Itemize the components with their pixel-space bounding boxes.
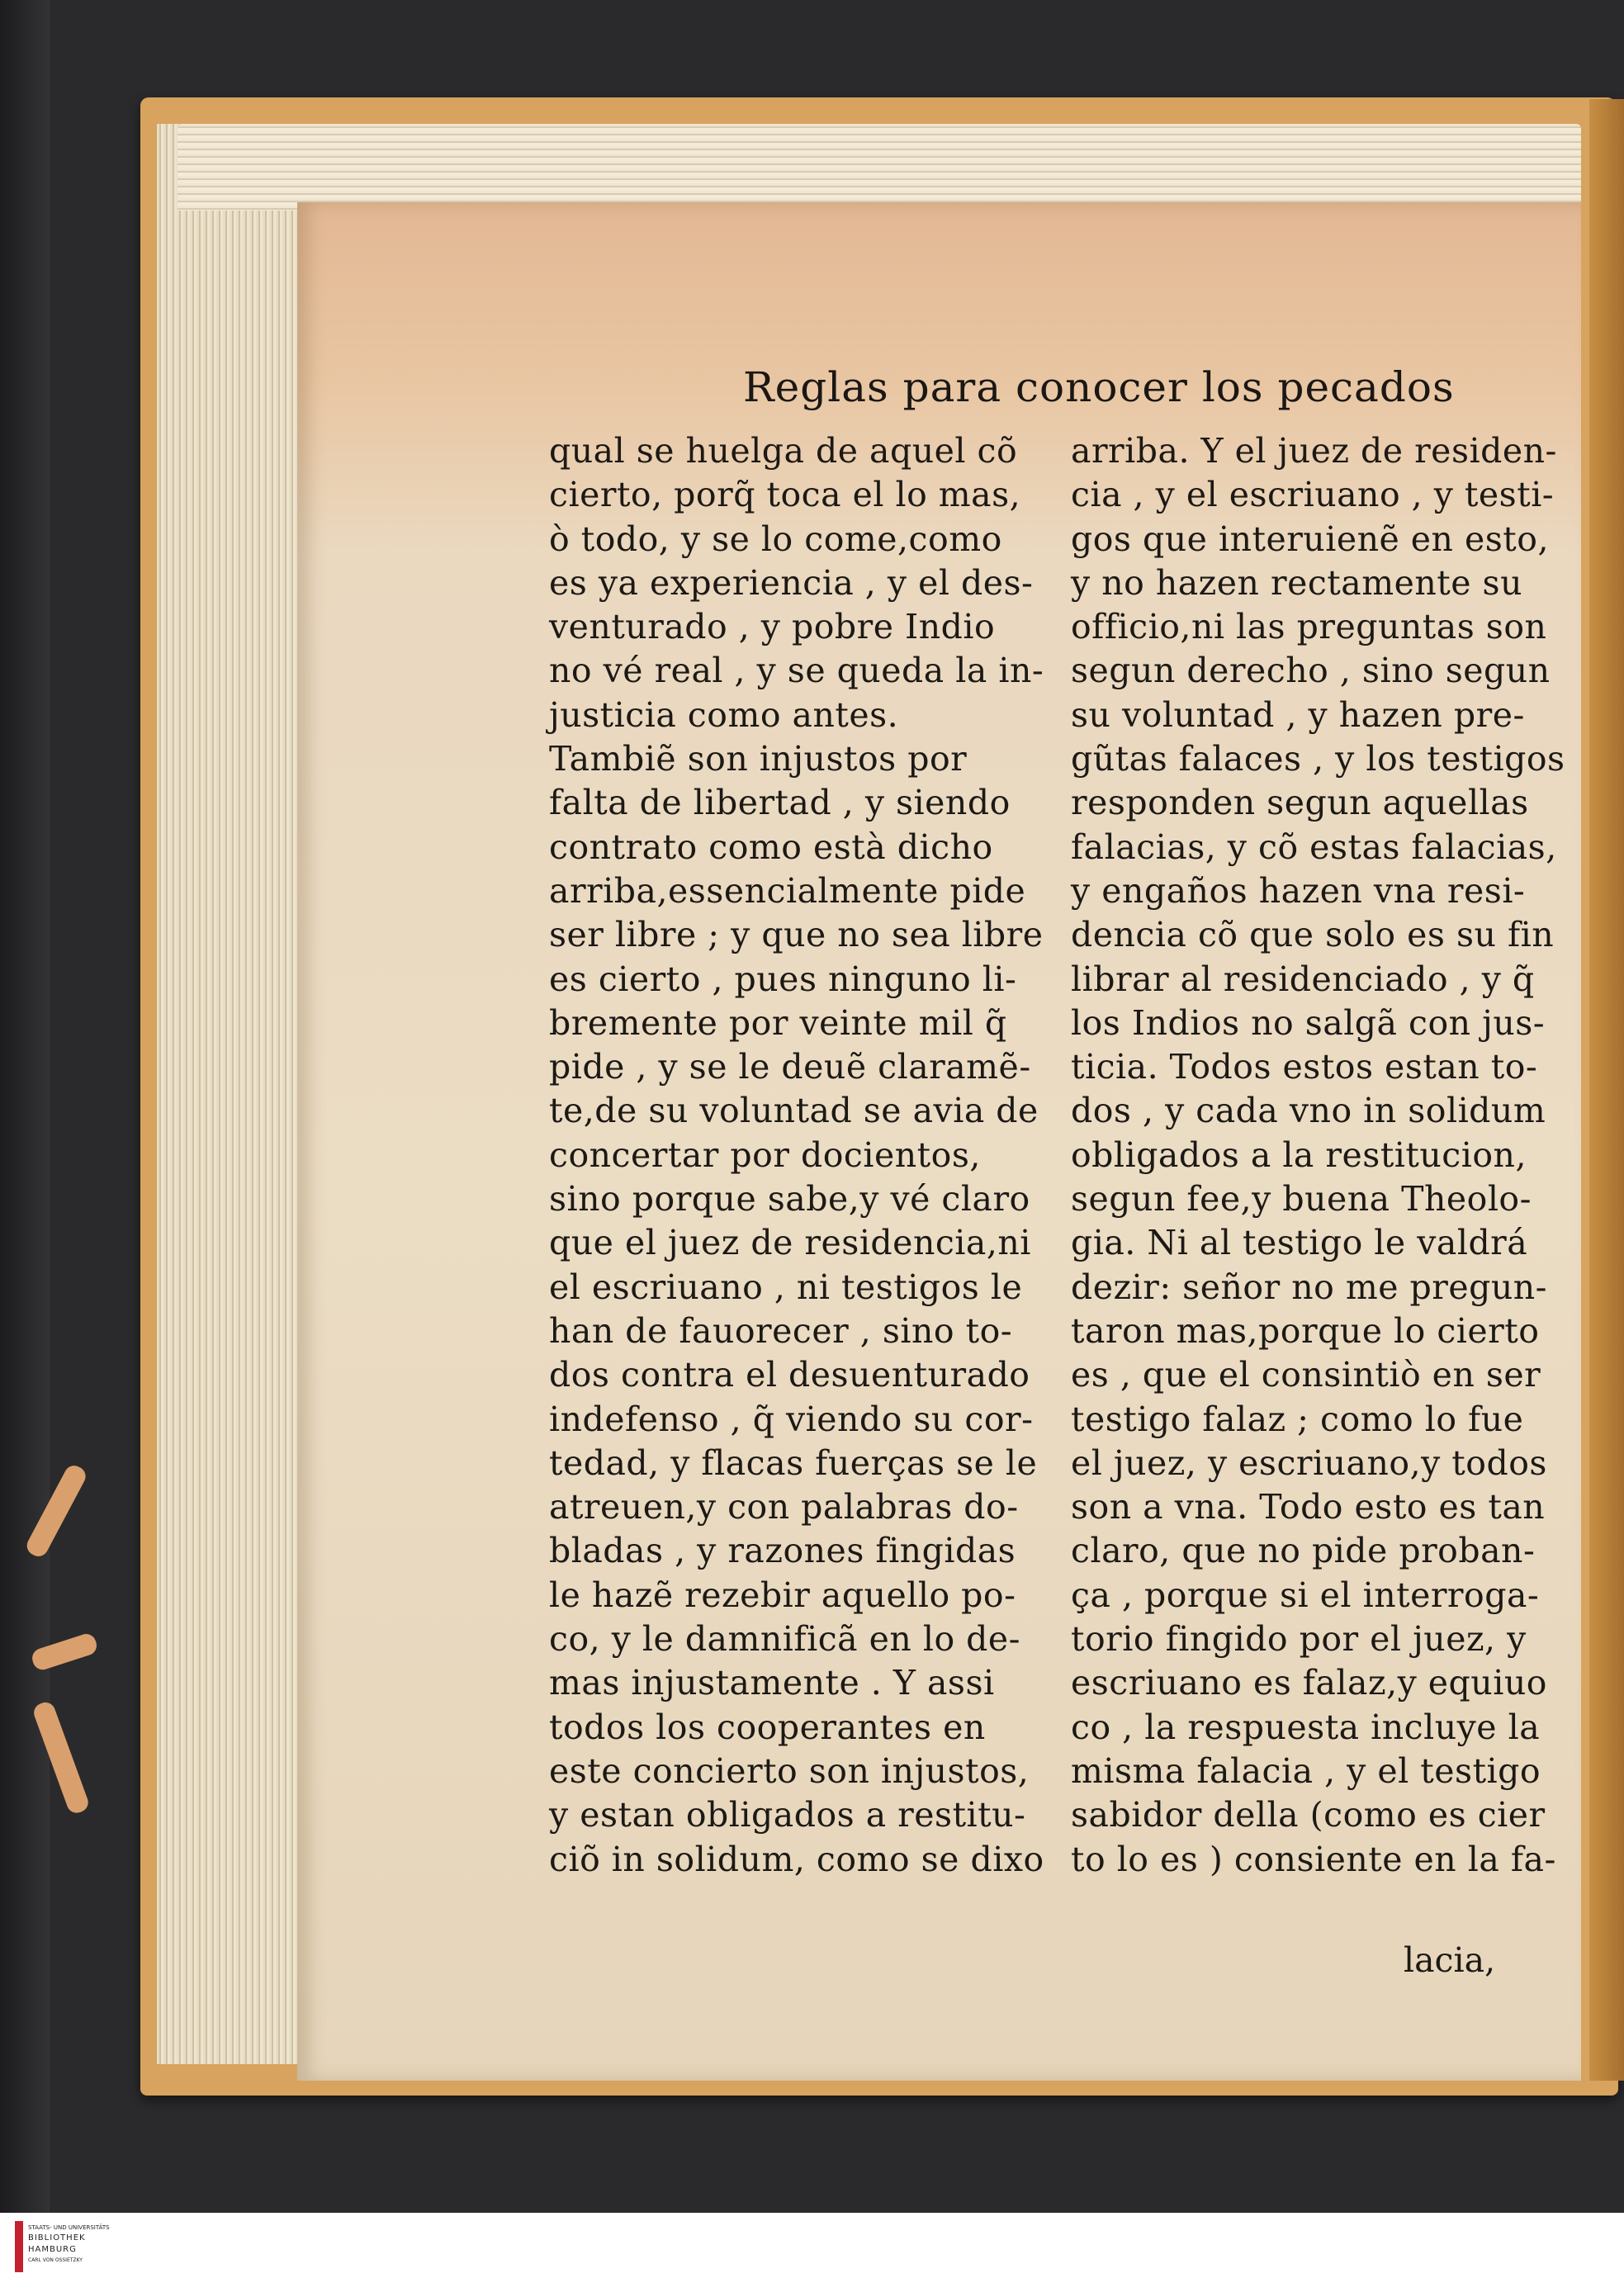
text-line: mas injustamente . Y assi	[549, 1663, 995, 1703]
text-line: dos contra el desuenturado	[549, 1355, 1030, 1395]
text-line: ça , porque si el interroga-	[1071, 1575, 1540, 1615]
text-line: le hazẽ rezebir aquello po-	[549, 1575, 1016, 1615]
text-line: indefenso , q̃ viendo su cor-	[549, 1399, 1034, 1439]
text-line: pide , y se le deuẽ claramẽ-	[549, 1047, 1031, 1087]
text-line: ser libre ; y que no sea libre	[549, 915, 1044, 955]
text-line: segun fee,y buena Theolo-	[1071, 1179, 1532, 1220]
text-line: venturado , y pobre Indio	[549, 607, 996, 647]
logo-line: CARL VON OSSIETZKY	[28, 2257, 83, 2263]
text-line: to lo es ) consiente en la fa-	[1071, 1839, 1556, 1879]
text-line: este concierto son injustos,	[549, 1750, 1030, 1791]
text-line: cierto, porq̃ toca el lo mas,	[549, 475, 1021, 515]
text-line: y engaños hazen vna resi-	[1071, 870, 1526, 911]
library-logo	[15, 2221, 110, 2272]
text-line: no vé real , y se queda la in-	[549, 651, 1044, 691]
text-line: tedad, y flacas fuerças se le	[549, 1442, 1038, 1483]
scanner-edge	[0, 0, 50, 2213]
text-line: bladas , y razones fingidas	[549, 1531, 1016, 1571]
text-line: librar al residenciado , y q̃	[1071, 959, 1535, 999]
text-line: es cierto , pues ninguno li-	[549, 959, 1017, 999]
text-line: bremente por veinte mil q̃	[549, 1002, 1007, 1043]
text-line: dencia cõ que solo es su fin	[1071, 915, 1555, 955]
text-line: falta de libertad , y siendo	[549, 783, 1011, 823]
text-line: gos que interuienẽ en esto,	[1071, 519, 1549, 559]
text-line: ciõ in solidum, como se dixo	[549, 1839, 1044, 1879]
text-line: co, y le damnificã en lo de-	[549, 1619, 1021, 1660]
text-line: claro, que no pide proban-	[1071, 1531, 1536, 1571]
footer-bar	[0, 2213, 1624, 2278]
logo-accent-bar	[15, 2221, 23, 2272]
text-line: ò todo, y se lo come,como	[549, 519, 1002, 559]
text-line: sino porque sabe,y vé claro	[549, 1179, 1030, 1220]
text-line: dezir: señor no me pregun-	[1071, 1267, 1548, 1307]
text-line: testigo falaz ; como lo fue	[1071, 1399, 1524, 1439]
text-line: officio,ni las preguntas son	[1071, 607, 1547, 647]
logo-line: BIBLIOTHEK	[28, 2233, 86, 2242]
text-line: cia , y el escriuano , y testi-	[1071, 475, 1555, 515]
text-line: atreuen,y con palabras do-	[549, 1487, 1019, 1527]
text-line: gũtas falaces , y los testigos	[1071, 739, 1565, 779]
text-line: arriba,essencialmente pide	[549, 870, 1026, 911]
page-stack-edge	[157, 124, 314, 2064]
text-column-right	[1071, 429, 1566, 1882]
text-line: y no hazen rectamente su	[1071, 562, 1522, 603]
text-line: gia. Ni al testigo le valdrá	[1071, 1223, 1528, 1263]
text-line: que el juez de residencia,ni	[549, 1223, 1031, 1263]
text-line: el escriuano , ni testigos le	[549, 1267, 1023, 1307]
text-line: ticia. Todos estos estan to-	[1071, 1047, 1538, 1087]
text-line: taron mas,porque lo cierto	[1071, 1310, 1540, 1351]
text-line: responden segun aquellas	[1071, 783, 1529, 823]
text-line: los Indios no salgã con jus-	[1071, 1002, 1546, 1043]
text-line: Tambiẽ son injustos por	[549, 739, 968, 779]
text-line: qual se huelga de aquel cõ	[549, 431, 1018, 471]
text-line: contrato como està dicho	[549, 826, 993, 867]
text-line: arriba. Y el juez de residen-	[1071, 431, 1557, 471]
text-line: falacias, y cõ estas falacias,	[1071, 826, 1557, 867]
text-line: concertar por docientos,	[549, 1134, 981, 1175]
text-line: torio fingido por el juez, y	[1071, 1619, 1527, 1660]
running-head: Reglas para conocer los pecados	[743, 363, 1455, 411]
text-line: segun derecho , sino segun	[1071, 651, 1551, 691]
text-line: son a vna. Todo esto es tan	[1071, 1487, 1546, 1527]
text-line: co , la respuesta incluye la	[1071, 1707, 1541, 1747]
page-stack-top	[178, 124, 1581, 211]
text-line: sabidor della (como es cier	[1071, 1795, 1546, 1835]
text-line: te,de su voluntad se avia de	[549, 1091, 1039, 1131]
text-line: misma falacia , y el testigo	[1071, 1750, 1541, 1791]
text-line: es , que el consintiò en ser	[1071, 1355, 1541, 1395]
logo-line: HAMBURG	[28, 2245, 77, 2254]
logo-line: STAATS- UND UNIVERSITÄTS	[28, 2224, 110, 2231]
text-line: justicia como antes.	[549, 694, 899, 735]
text-line: el juez, y escriuano,y todos	[1071, 1442, 1547, 1483]
text-line: han de fauorecer , sino to-	[549, 1310, 1013, 1351]
text-column-left	[549, 429, 1044, 1882]
text-line: todos los cooperantes en	[549, 1707, 986, 1747]
catchword: lacia,	[1404, 1940, 1496, 1980]
text-line: su voluntad , y hazen pre-	[1071, 694, 1525, 735]
text-line: obligados a la restitucion,	[1071, 1134, 1527, 1175]
text-line: y estan obligados a restitu-	[549, 1795, 1026, 1835]
book-cover-edge	[1589, 99, 1624, 2081]
text-line: es ya experiencia , y el des-	[549, 562, 1034, 603]
text-line: escriuano es falaz,y equiuo	[1071, 1663, 1547, 1703]
text-line: dos , y cada vno in solidum	[1071, 1091, 1546, 1131]
